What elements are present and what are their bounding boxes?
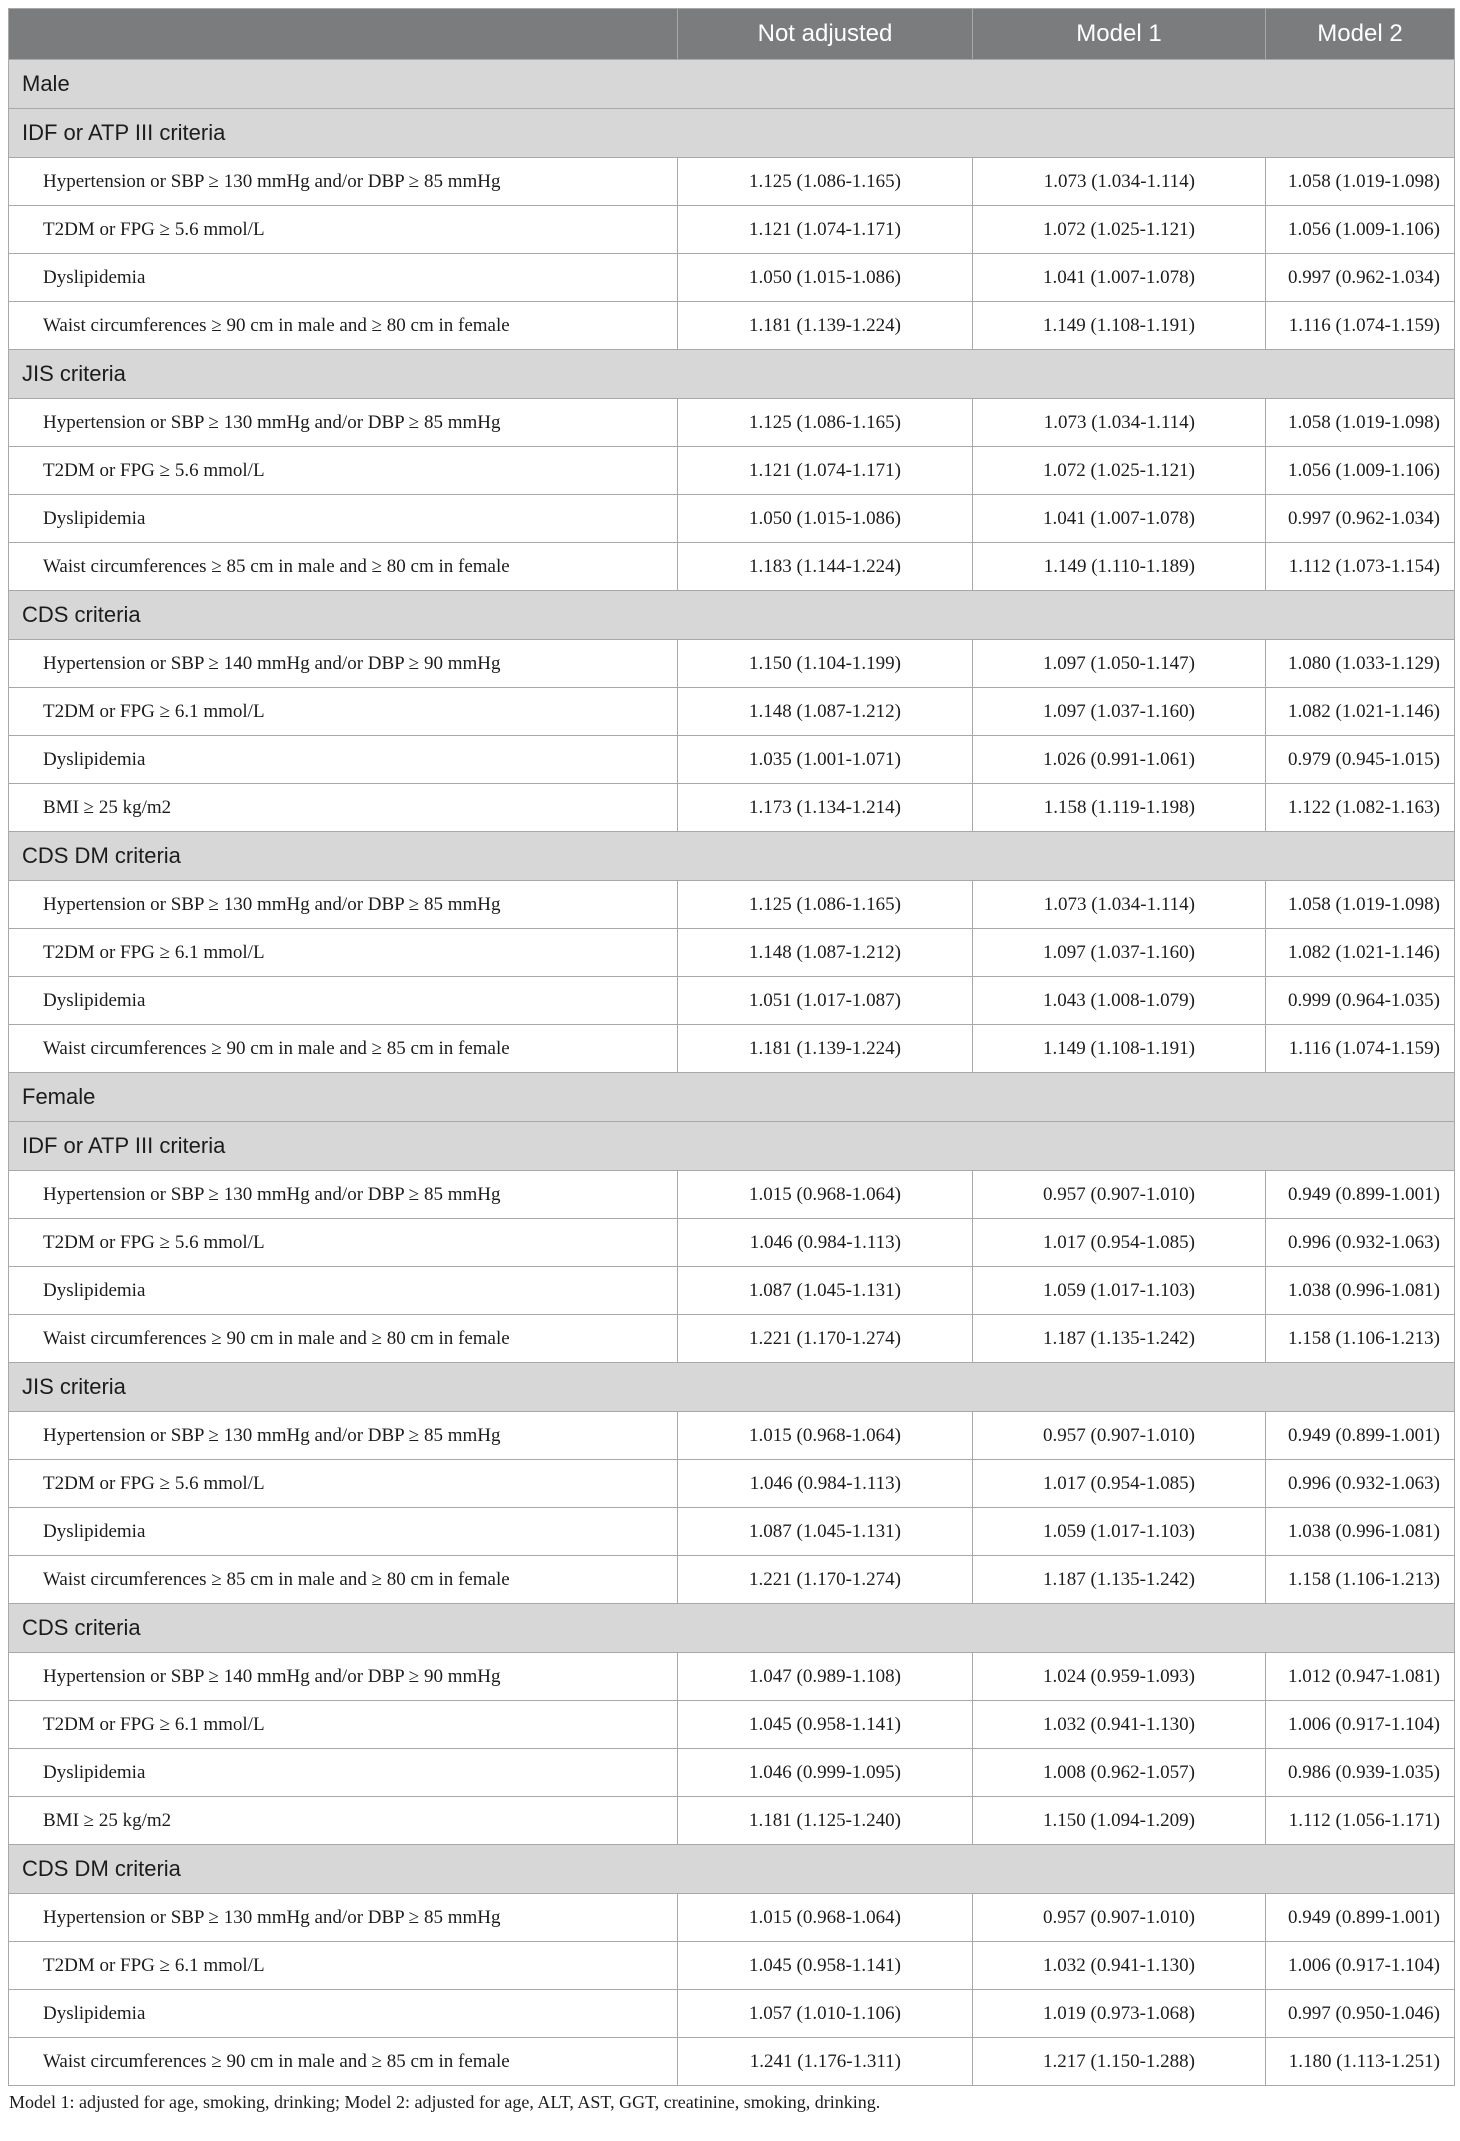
value-model-1: 1.073 (1.034-1.114) — [973, 881, 1266, 929]
row-label: Dyslipidemia — [9, 1267, 678, 1315]
value-not-adjusted: 1.051 (1.017-1.087) — [678, 977, 973, 1025]
value-not-adjusted: 1.150 (1.104-1.199) — [678, 640, 973, 688]
value-model-2: 1.058 (1.019-1.098) — [1266, 399, 1455, 447]
table-row — [9, 1219, 1455, 1267]
value-model-1: 1.017 (0.954-1.085) — [973, 1219, 1266, 1267]
section-label: CDS criteria — [9, 1604, 1455, 1653]
value-not-adjusted: 1.057 (1.010-1.106) — [678, 1990, 973, 2038]
value-model-2: 1.158 (1.106-1.213) — [1266, 1315, 1455, 1363]
table-row — [9, 881, 1455, 929]
value-model-2: 0.996 (0.932-1.063) — [1266, 1219, 1455, 1267]
value-model-1: 1.097 (1.050-1.147) — [973, 640, 1266, 688]
value-model-1: 1.187 (1.135-1.242) — [973, 1315, 1266, 1363]
value-model-2: 0.999 (0.964-1.035) — [1266, 977, 1455, 1025]
value-model-2: 0.997 (0.962-1.034) — [1266, 254, 1455, 302]
table-row — [9, 302, 1455, 350]
value-model-1: 1.041 (1.007-1.078) — [973, 495, 1266, 543]
value-model-2: 1.006 (0.917-1.104) — [1266, 1701, 1455, 1749]
value-not-adjusted: 1.050 (1.015-1.086) — [678, 254, 973, 302]
value-model-1: 1.032 (0.941-1.130) — [973, 1942, 1266, 1990]
table-row — [9, 784, 1455, 832]
section-label: IDF or ATP III criteria — [9, 109, 1455, 158]
value-model-2: 1.058 (1.019-1.098) — [1266, 881, 1455, 929]
value-not-adjusted: 1.125 (1.086-1.165) — [678, 158, 973, 206]
value-model-1: 1.073 (1.034-1.114) — [973, 158, 1266, 206]
row-label: Dyslipidemia — [9, 977, 678, 1025]
odds-ratio-table — [8, 8, 1455, 2086]
section-row — [9, 1363, 1455, 1412]
value-model-1: 1.097 (1.037-1.160) — [973, 929, 1266, 977]
table-row — [9, 1508, 1455, 1556]
value-not-adjusted: 1.221 (1.170-1.274) — [678, 1556, 973, 1604]
value-model-1: 1.059 (1.017-1.103) — [973, 1267, 1266, 1315]
value-not-adjusted: 1.181 (1.125-1.240) — [678, 1797, 973, 1845]
table-row — [9, 1267, 1455, 1315]
table-row — [9, 977, 1455, 1025]
table-row — [9, 1171, 1455, 1219]
row-label: Dyslipidemia — [9, 1990, 678, 2038]
table-row — [9, 495, 1455, 543]
table-footnote: Model 1: adjusted for age, smoking, drinking; Model 2: adjusted for age, ALT, AST, GGT, creatinine, smoking, drinking. — [9, 2092, 881, 2112]
value-model-1: 1.158 (1.119-1.198) — [973, 784, 1266, 832]
value-model-2: 1.080 (1.033-1.129) — [1266, 640, 1455, 688]
value-model-1: 1.043 (1.008-1.079) — [973, 977, 1266, 1025]
table-row — [9, 447, 1455, 495]
value-model-1: 0.957 (0.907-1.010) — [973, 1894, 1266, 1942]
value-not-adjusted: 1.241 (1.176-1.311) — [678, 2038, 973, 2086]
value-model-1: 0.957 (0.907-1.010) — [973, 1412, 1266, 1460]
row-label: Hypertension or SBP ≥ 140 mmHg and/or DBP ≥ 90 mmHg — [9, 640, 678, 688]
value-not-adjusted: 1.173 (1.134-1.214) — [678, 784, 973, 832]
value-model-2: 1.038 (0.996-1.081) — [1266, 1508, 1455, 1556]
value-model-2: 1.180 (1.113-1.251) — [1266, 2038, 1455, 2086]
value-not-adjusted: 1.148 (1.087-1.212) — [678, 688, 973, 736]
row-label: T2DM or FPG ≥ 5.6 mmol/L — [9, 447, 678, 495]
row-label: Waist circumferences ≥ 90 cm in male and ≥ 80 cm in female — [9, 1315, 678, 1363]
value-model-2: 1.112 (1.056-1.171) — [1266, 1797, 1455, 1845]
section-label: Female — [9, 1073, 1455, 1122]
value-model-1: 1.026 (0.991-1.061) — [973, 736, 1266, 784]
section-label: Male — [9, 60, 1455, 109]
value-not-adjusted: 1.015 (0.968-1.064) — [678, 1171, 973, 1219]
table-row — [9, 1556, 1455, 1604]
row-label: Dyslipidemia — [9, 736, 678, 784]
row-label: Hypertension or SBP ≥ 130 mmHg and/or DBP ≥ 85 mmHg — [9, 158, 678, 206]
table-row — [9, 158, 1455, 206]
value-model-2: 1.056 (1.009-1.106) — [1266, 447, 1455, 495]
value-not-adjusted: 1.015 (0.968-1.064) — [678, 1412, 973, 1460]
table-row — [9, 736, 1455, 784]
table-body — [9, 60, 1455, 2086]
table-row — [9, 1990, 1455, 2038]
row-label: Waist circumferences ≥ 90 cm in male and ≥ 85 cm in female — [9, 1025, 678, 1073]
value-not-adjusted: 1.087 (1.045-1.131) — [678, 1267, 973, 1315]
table-row — [9, 543, 1455, 591]
section-row — [9, 1073, 1455, 1122]
row-label: Hypertension or SBP ≥ 130 mmHg and/or DBP ≥ 85 mmHg — [9, 1171, 678, 1219]
value-model-2: 1.082 (1.021-1.146) — [1266, 929, 1455, 977]
value-model-2: 1.116 (1.074-1.159) — [1266, 302, 1455, 350]
value-model-2: 0.949 (0.899-1.001) — [1266, 1171, 1455, 1219]
value-model-2: 1.006 (0.917-1.104) — [1266, 1942, 1455, 1990]
table-row — [9, 399, 1455, 447]
value-not-adjusted: 1.125 (1.086-1.165) — [678, 881, 973, 929]
section-row — [9, 1122, 1455, 1171]
table-row — [9, 1460, 1455, 1508]
value-not-adjusted: 1.046 (0.984-1.113) — [678, 1219, 973, 1267]
value-not-adjusted: 1.148 (1.087-1.212) — [678, 929, 973, 977]
value-not-adjusted: 1.015 (0.968-1.064) — [678, 1894, 973, 1942]
value-model-2: 1.038 (0.996-1.081) — [1266, 1267, 1455, 1315]
results-table-container — [8, 8, 1454, 2113]
section-label: CDS criteria — [9, 591, 1455, 640]
header-cell-model-1: Model 1 — [973, 9, 1266, 60]
table-row — [9, 640, 1455, 688]
value-not-adjusted: 1.035 (1.001-1.071) — [678, 736, 973, 784]
value-not-adjusted: 1.181 (1.139-1.224) — [678, 1025, 973, 1073]
value-model-1: 1.017 (0.954-1.085) — [973, 1460, 1266, 1508]
value-model-2: 1.056 (1.009-1.106) — [1266, 206, 1455, 254]
value-not-adjusted: 1.125 (1.086-1.165) — [678, 399, 973, 447]
section-row — [9, 109, 1455, 158]
section-label: IDF or ATP III criteria — [9, 1122, 1455, 1171]
table-row — [9, 1025, 1455, 1073]
value-not-adjusted: 1.221 (1.170-1.274) — [678, 1315, 973, 1363]
table-row — [9, 206, 1455, 254]
section-label: JIS criteria — [9, 350, 1455, 399]
value-not-adjusted: 1.045 (0.958-1.141) — [678, 1942, 973, 1990]
table-row — [9, 254, 1455, 302]
value-not-adjusted: 1.047 (0.989-1.108) — [678, 1653, 973, 1701]
value-model-2: 1.012 (0.947-1.081) — [1266, 1653, 1455, 1701]
value-model-1: 1.032 (0.941-1.130) — [973, 1701, 1266, 1749]
value-not-adjusted: 1.050 (1.015-1.086) — [678, 495, 973, 543]
row-label: T2DM or FPG ≥ 5.6 mmol/L — [9, 1219, 678, 1267]
table-row — [9, 929, 1455, 977]
row-label: Hypertension or SBP ≥ 130 mmHg and/or DBP ≥ 85 mmHg — [9, 1894, 678, 1942]
value-not-adjusted: 1.046 (0.984-1.113) — [678, 1460, 973, 1508]
value-not-adjusted: 1.183 (1.144-1.224) — [678, 543, 973, 591]
value-model-2: 0.949 (0.899-1.001) — [1266, 1894, 1455, 1942]
row-label: Dyslipidemia — [9, 495, 678, 543]
row-label: Dyslipidemia — [9, 1508, 678, 1556]
value-model-2: 0.997 (0.962-1.034) — [1266, 495, 1455, 543]
section-row — [9, 60, 1455, 109]
table-header — [9, 9, 1455, 60]
value-model-1: 1.041 (1.007-1.078) — [973, 254, 1266, 302]
row-label: Waist circumferences ≥ 85 cm in male and ≥ 80 cm in female — [9, 543, 678, 591]
value-model-2: 0.979 (0.945-1.015) — [1266, 736, 1455, 784]
value-model-2: 1.082 (1.021-1.146) — [1266, 688, 1455, 736]
row-label: BMI ≥ 25 kg/m2 — [9, 784, 678, 832]
value-not-adjusted: 1.087 (1.045-1.131) — [678, 1508, 973, 1556]
value-model-2: 1.122 (1.082-1.163) — [1266, 784, 1455, 832]
header-row — [9, 9, 1455, 60]
value-not-adjusted: 1.181 (1.139-1.224) — [678, 302, 973, 350]
value-model-2: 1.116 (1.074-1.159) — [1266, 1025, 1455, 1073]
row-label: T2DM or FPG ≥ 6.1 mmol/L — [9, 929, 678, 977]
section-row — [9, 1845, 1455, 1894]
row-label: Waist circumferences ≥ 90 cm in male and ≥ 85 cm in female — [9, 2038, 678, 2086]
value-not-adjusted: 1.045 (0.958-1.141) — [678, 1701, 973, 1749]
value-model-1: 1.149 (1.108-1.191) — [973, 302, 1266, 350]
value-model-1: 1.072 (1.025-1.121) — [973, 447, 1266, 495]
row-label: T2DM or FPG ≥ 6.1 mmol/L — [9, 1942, 678, 1990]
header-cell-not-adjusted: Not adjusted — [678, 9, 973, 60]
value-model-1: 1.059 (1.017-1.103) — [973, 1508, 1266, 1556]
row-label: Hypertension or SBP ≥ 130 mmHg and/or DBP ≥ 85 mmHg — [9, 399, 678, 447]
section-label: CDS DM criteria — [9, 1845, 1455, 1894]
table-row — [9, 1315, 1455, 1363]
section-row — [9, 1604, 1455, 1653]
table-row — [9, 1797, 1455, 1845]
value-model-1: 1.008 (0.962-1.057) — [973, 1749, 1266, 1797]
table-row — [9, 688, 1455, 736]
table-row — [9, 1894, 1455, 1942]
value-model-1: 1.187 (1.135-1.242) — [973, 1556, 1266, 1604]
row-label: T2DM or FPG ≥ 5.6 mmol/L — [9, 206, 678, 254]
value-model-1: 1.097 (1.037-1.160) — [973, 688, 1266, 736]
value-model-1: 1.024 (0.959-1.093) — [973, 1653, 1266, 1701]
table-row — [9, 2038, 1455, 2086]
row-label: T2DM or FPG ≥ 6.1 mmol/L — [9, 688, 678, 736]
value-model-2: 1.158 (1.106-1.213) — [1266, 1556, 1455, 1604]
row-label: Hypertension or SBP ≥ 130 mmHg and/or DBP ≥ 85 mmHg — [9, 881, 678, 929]
row-label: BMI ≥ 25 kg/m2 — [9, 1797, 678, 1845]
value-model-2: 1.058 (1.019-1.098) — [1266, 158, 1455, 206]
row-label: T2DM or FPG ≥ 5.6 mmol/L — [9, 1460, 678, 1508]
table-row — [9, 1412, 1455, 1460]
row-label: Waist circumferences ≥ 90 cm in male and ≥ 80 cm in female — [9, 302, 678, 350]
row-label: Hypertension or SBP ≥ 130 mmHg and/or DBP ≥ 85 mmHg — [9, 1412, 678, 1460]
value-model-1: 1.019 (0.973-1.068) — [973, 1990, 1266, 2038]
value-not-adjusted: 1.121 (1.074-1.171) — [678, 206, 973, 254]
value-model-1: 1.217 (1.150-1.288) — [973, 2038, 1266, 2086]
section-row — [9, 350, 1455, 399]
table-row — [9, 1749, 1455, 1797]
section-label: JIS criteria — [9, 1363, 1455, 1412]
table-row — [9, 1701, 1455, 1749]
header-cell-model-2: Model 2 — [1266, 9, 1455, 60]
value-model-2: 0.997 (0.950-1.046) — [1266, 1990, 1455, 2038]
value-model-1: 1.149 (1.108-1.191) — [973, 1025, 1266, 1073]
value-not-adjusted: 1.046 (0.999-1.095) — [678, 1749, 973, 1797]
value-model-2: 0.986 (0.939-1.035) — [1266, 1749, 1455, 1797]
row-label: Dyslipidemia — [9, 254, 678, 302]
value-not-adjusted: 1.121 (1.074-1.171) — [678, 447, 973, 495]
row-label: Waist circumferences ≥ 85 cm in male and ≥ 80 cm in female — [9, 1556, 678, 1604]
value-model-1: 1.150 (1.094-1.209) — [973, 1797, 1266, 1845]
section-label: CDS DM criteria — [9, 832, 1455, 881]
value-model-2: 0.949 (0.899-1.001) — [1266, 1412, 1455, 1460]
value-model-2: 0.996 (0.932-1.063) — [1266, 1460, 1455, 1508]
value-model-1: 0.957 (0.907-1.010) — [973, 1171, 1266, 1219]
header-cell-criteria — [9, 9, 678, 60]
row-label: Hypertension or SBP ≥ 140 mmHg and/or DBP ≥ 90 mmHg — [9, 1653, 678, 1701]
value-model-1: 1.149 (1.110-1.189) — [973, 543, 1266, 591]
value-model-2: 1.112 (1.073-1.154) — [1266, 543, 1455, 591]
table-row — [9, 1942, 1455, 1990]
section-row — [9, 832, 1455, 881]
table-row — [9, 1653, 1455, 1701]
value-model-1: 1.072 (1.025-1.121) — [973, 206, 1266, 254]
section-row — [9, 591, 1455, 640]
row-label: T2DM or FPG ≥ 6.1 mmol/L — [9, 1701, 678, 1749]
row-label: Dyslipidemia — [9, 1749, 678, 1797]
value-model-1: 1.073 (1.034-1.114) — [973, 399, 1266, 447]
